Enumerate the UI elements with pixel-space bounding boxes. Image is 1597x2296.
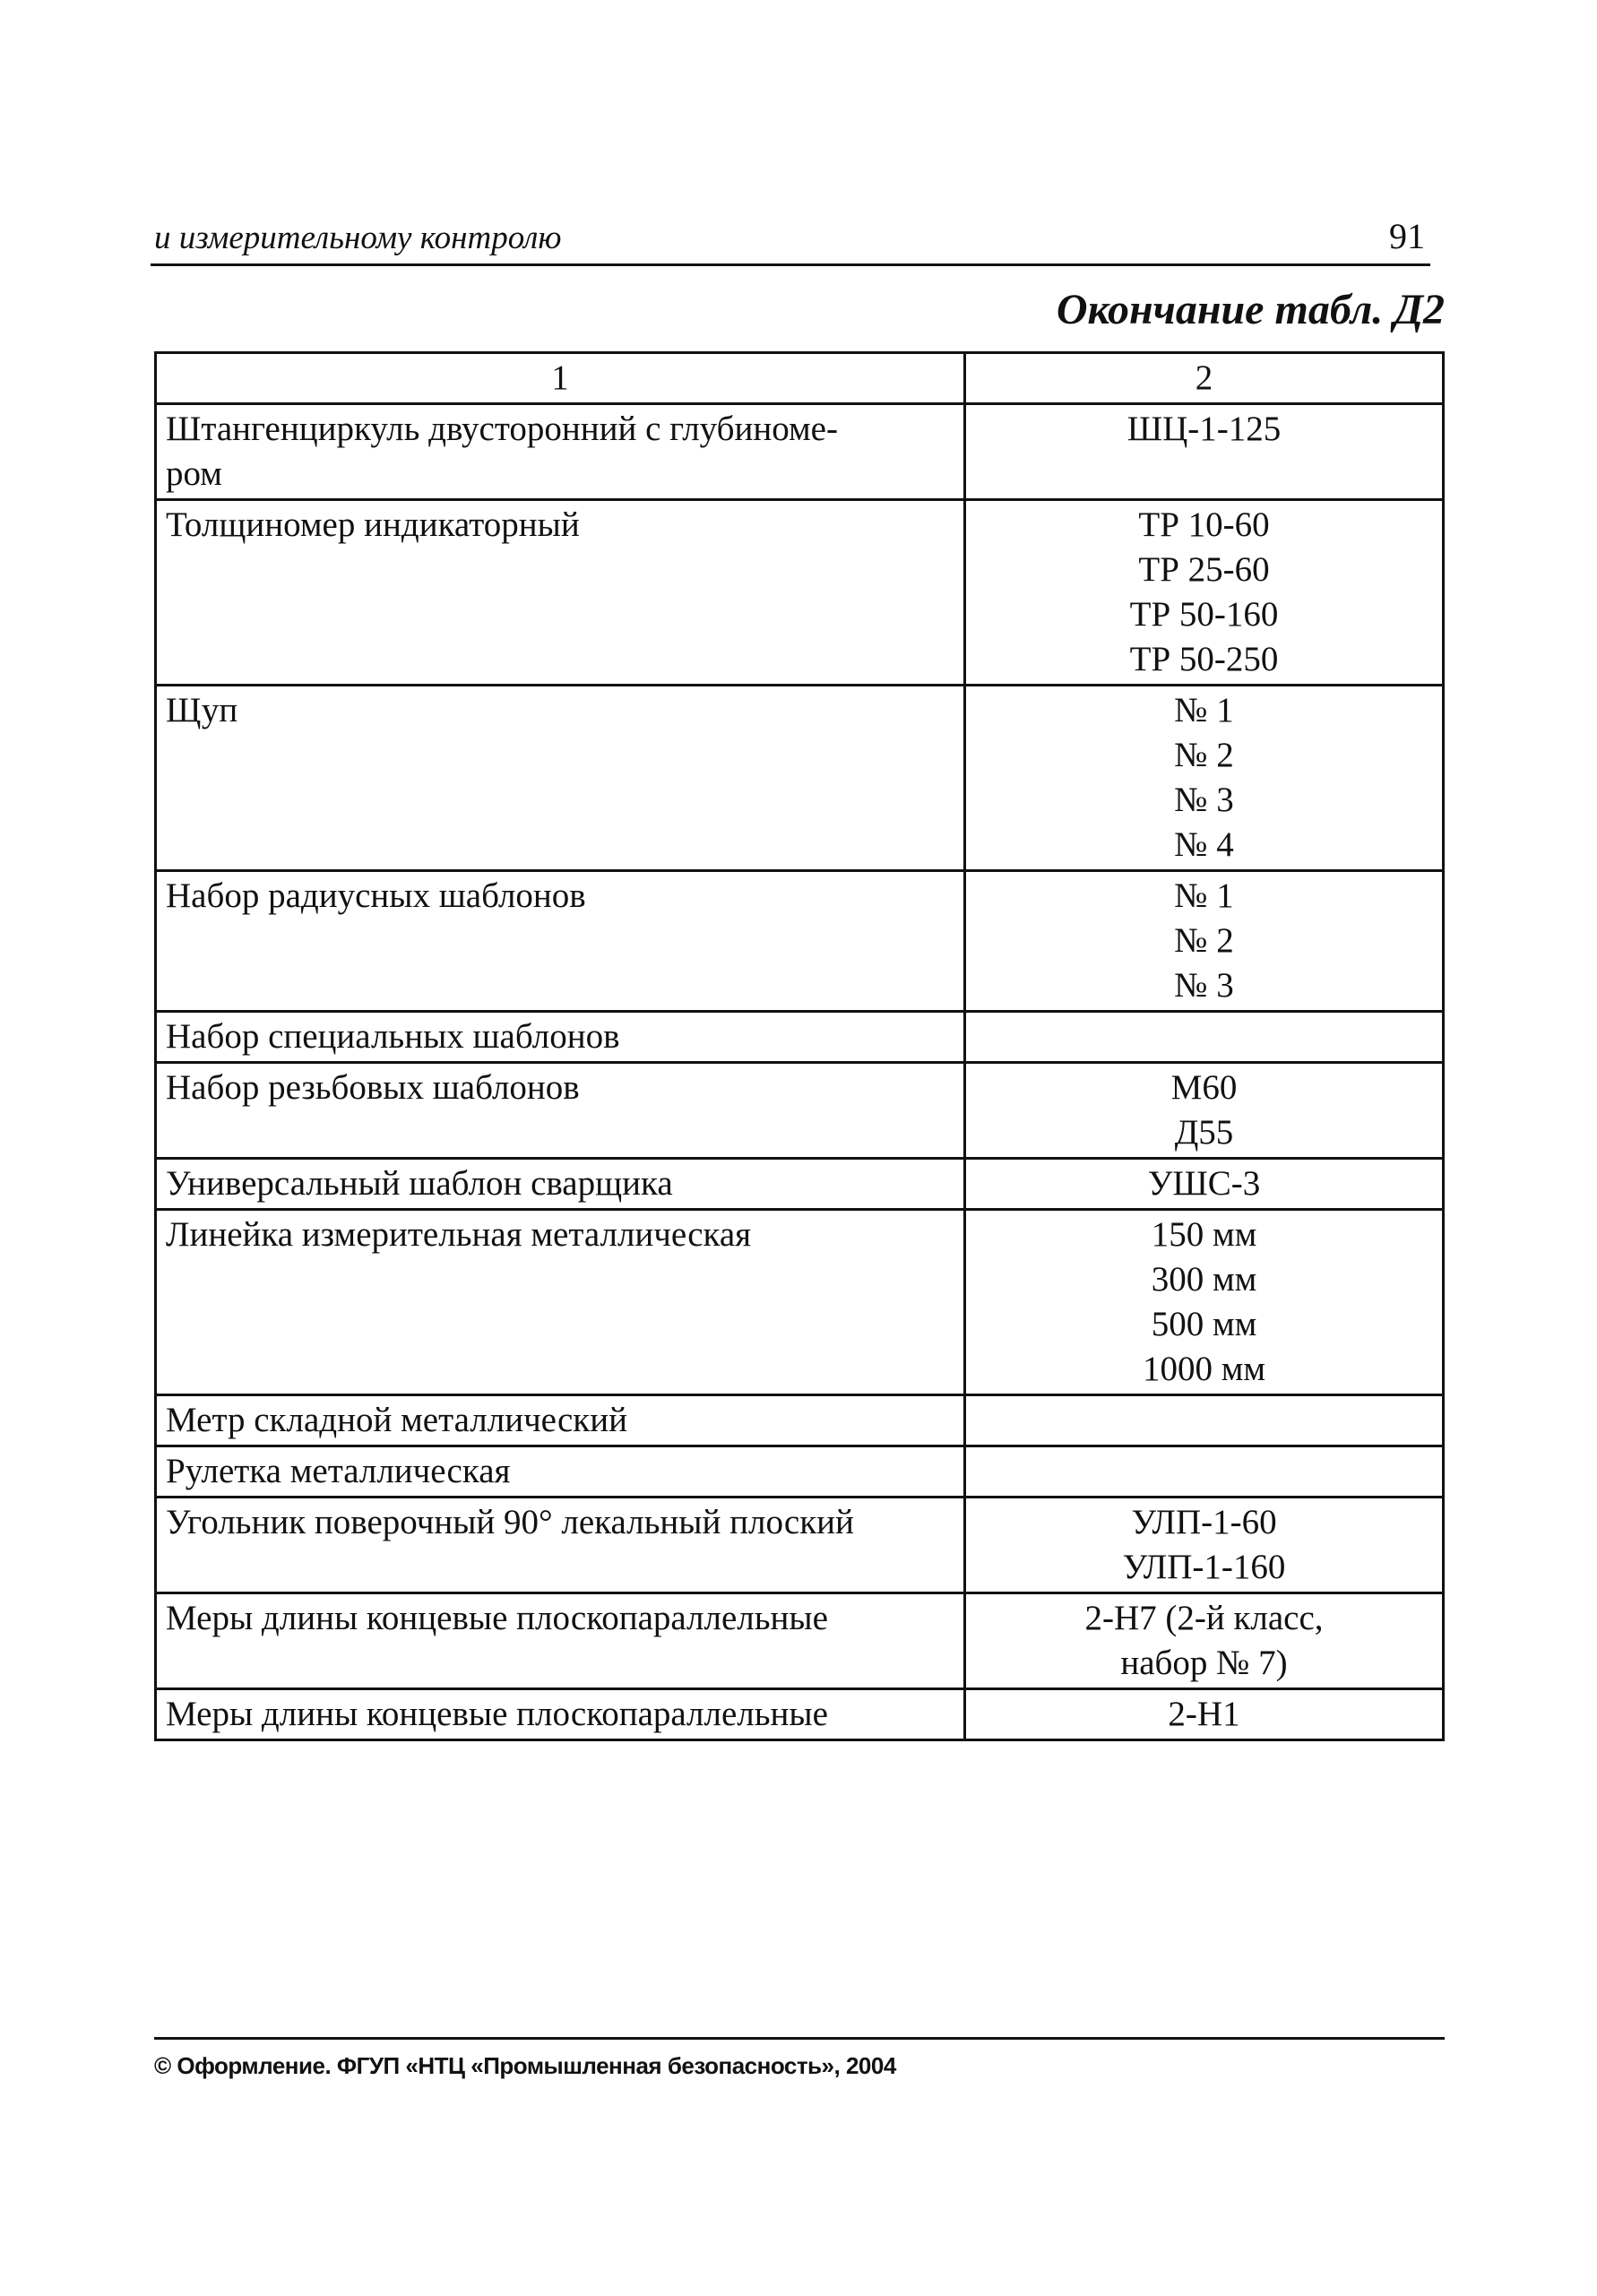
instrument-type-cell	[965, 1159, 1444, 1210]
table-row	[156, 686, 1444, 871]
instrument-type-cell	[965, 1446, 1444, 1498]
instrument-name-line: Линейка измерительная металлическая	[166, 1215, 752, 1254]
instrument-name-cell	[156, 1210, 965, 1395]
instrument-type-cell	[965, 404, 1444, 500]
instrument-name-line: Набор специальных шаблонов	[166, 1017, 620, 1056]
instrument-type-cell	[965, 1063, 1444, 1159]
table-row	[156, 1210, 1444, 1395]
instrument-name-cell	[156, 1012, 965, 1063]
instrument-type-line: ТР 50-250	[1129, 640, 1279, 678]
instrument-name-line: Щуп	[166, 691, 238, 729]
instrument-type-line: 150 мм	[1151, 1215, 1257, 1254]
instrument-type-line: 2-Н7 (2-й класс,	[1084, 1599, 1324, 1637]
instrument-name-cell	[156, 871, 965, 1012]
instruments-table	[154, 351, 1445, 1741]
table-row	[156, 1498, 1444, 1593]
table-row	[156, 500, 1444, 686]
footer-divider	[154, 2037, 1445, 2040]
instrument-type-cell	[965, 1593, 1444, 1689]
instrument-type-line: № 4	[1174, 825, 1234, 864]
instrument-name-cell	[156, 1689, 965, 1740]
page-number: 91	[1389, 216, 1425, 256]
table-row	[156, 1395, 1444, 1446]
instrument-type-line: ШЦ-1-125	[1127, 410, 1282, 448]
instrument-name-line: Набор резьбовых шаблонов	[166, 1068, 580, 1107]
table-header-row	[156, 353, 1444, 404]
instrument-type-line: № 3	[1174, 781, 1234, 819]
instrument-type-cell	[965, 1498, 1444, 1593]
instrument-type-line: ТР 10-60	[1138, 505, 1270, 544]
instrument-type-line: № 3	[1174, 966, 1234, 1005]
instrument-name-line: Рулетка металлическая	[166, 1452, 511, 1490]
instrument-type-line: набор № 7)	[1120, 1644, 1288, 1682]
instrument-type-line: УШС-3	[1147, 1164, 1261, 1203]
instrument-name-cell	[156, 686, 965, 871]
instrument-name-cell	[156, 1063, 965, 1159]
instrument-type-line: № 2	[1174, 921, 1234, 960]
instrument-type-line: 2-Н1	[1168, 1695, 1240, 1733]
instrument-type-cell	[965, 1012, 1444, 1063]
instrument-name-line: ром	[166, 454, 222, 493]
instrument-type-cell	[965, 1395, 1444, 1446]
instrument-name-cell	[156, 1446, 965, 1498]
table-row	[156, 1689, 1444, 1740]
table-row	[156, 1063, 1444, 1159]
instrument-name-cell	[156, 500, 965, 686]
instrument-type-line: УЛП-1-160	[1122, 1548, 1286, 1586]
instrument-type-line: М60	[1170, 1068, 1238, 1107]
instrument-name-cell	[156, 1159, 965, 1210]
instrument-type-line: Д55	[1174, 1113, 1234, 1152]
instrument-type-cell	[965, 1210, 1444, 1395]
instrument-name-line: Меры длины концевые плоскопараллельные	[166, 1599, 828, 1637]
instrument-name-line: Штангенциркуль двусторонний с глубиноме-	[166, 410, 838, 448]
table-row	[156, 404, 1444, 500]
instrument-name-line: Угольник поверочный 90° лекальный плоский	[166, 1503, 854, 1541]
table-row	[156, 1159, 1444, 1210]
instrument-type-line: 500 мм	[1151, 1305, 1257, 1343]
instrument-type-line: 300 мм	[1151, 1260, 1257, 1299]
table-row	[156, 871, 1444, 1012]
running-header	[151, 213, 1430, 266]
column-header-2: 2	[965, 353, 1444, 404]
instrument-type-cell	[965, 686, 1444, 871]
instrument-type-line: № 1	[1174, 691, 1234, 729]
instrument-type-line: 1000 мм	[1142, 1350, 1266, 1388]
instrument-type-line: № 2	[1174, 736, 1234, 774]
instrument-name-cell	[156, 1498, 965, 1593]
instrument-type-cell	[965, 1689, 1444, 1740]
table-row	[156, 1012, 1444, 1063]
column-header-1: 1	[156, 353, 965, 404]
instrument-type-line: ТР 25-60	[1138, 550, 1270, 589]
footer-copyright: © Оформление. ФГУП «НТЦ «Промышленная безопасность», 2004	[154, 2052, 896, 2079]
table-caption: Окончание табл. Д2	[1056, 286, 1445, 333]
instrument-name-cell	[156, 1593, 965, 1689]
instrument-name-line: Универсальный шаблон сварщика	[166, 1164, 673, 1203]
table-row	[156, 1593, 1444, 1689]
instrument-type-line: ТР 50-160	[1129, 595, 1279, 634]
table-row	[156, 1446, 1444, 1498]
instrument-name-cell	[156, 404, 965, 500]
instrument-name-line: Толщиномер индикаторный	[166, 505, 580, 544]
instrument-name-line: Набор радиусных шаблонов	[166, 876, 586, 915]
instrument-type-line: УЛП-1-60	[1131, 1503, 1277, 1541]
instrument-type-line: № 1	[1174, 876, 1234, 915]
instrument-name-line: Меры длины концевые плоскопараллельные	[166, 1695, 828, 1733]
instrument-type-cell	[965, 871, 1444, 1012]
table-body	[156, 353, 1444, 1740]
instrument-name-line: Метр складной металлический	[166, 1401, 627, 1439]
instrument-type-cell	[965, 500, 1444, 686]
instrument-name-cell	[156, 1395, 965, 1446]
running-title: и измерительному контролю	[154, 220, 562, 256]
